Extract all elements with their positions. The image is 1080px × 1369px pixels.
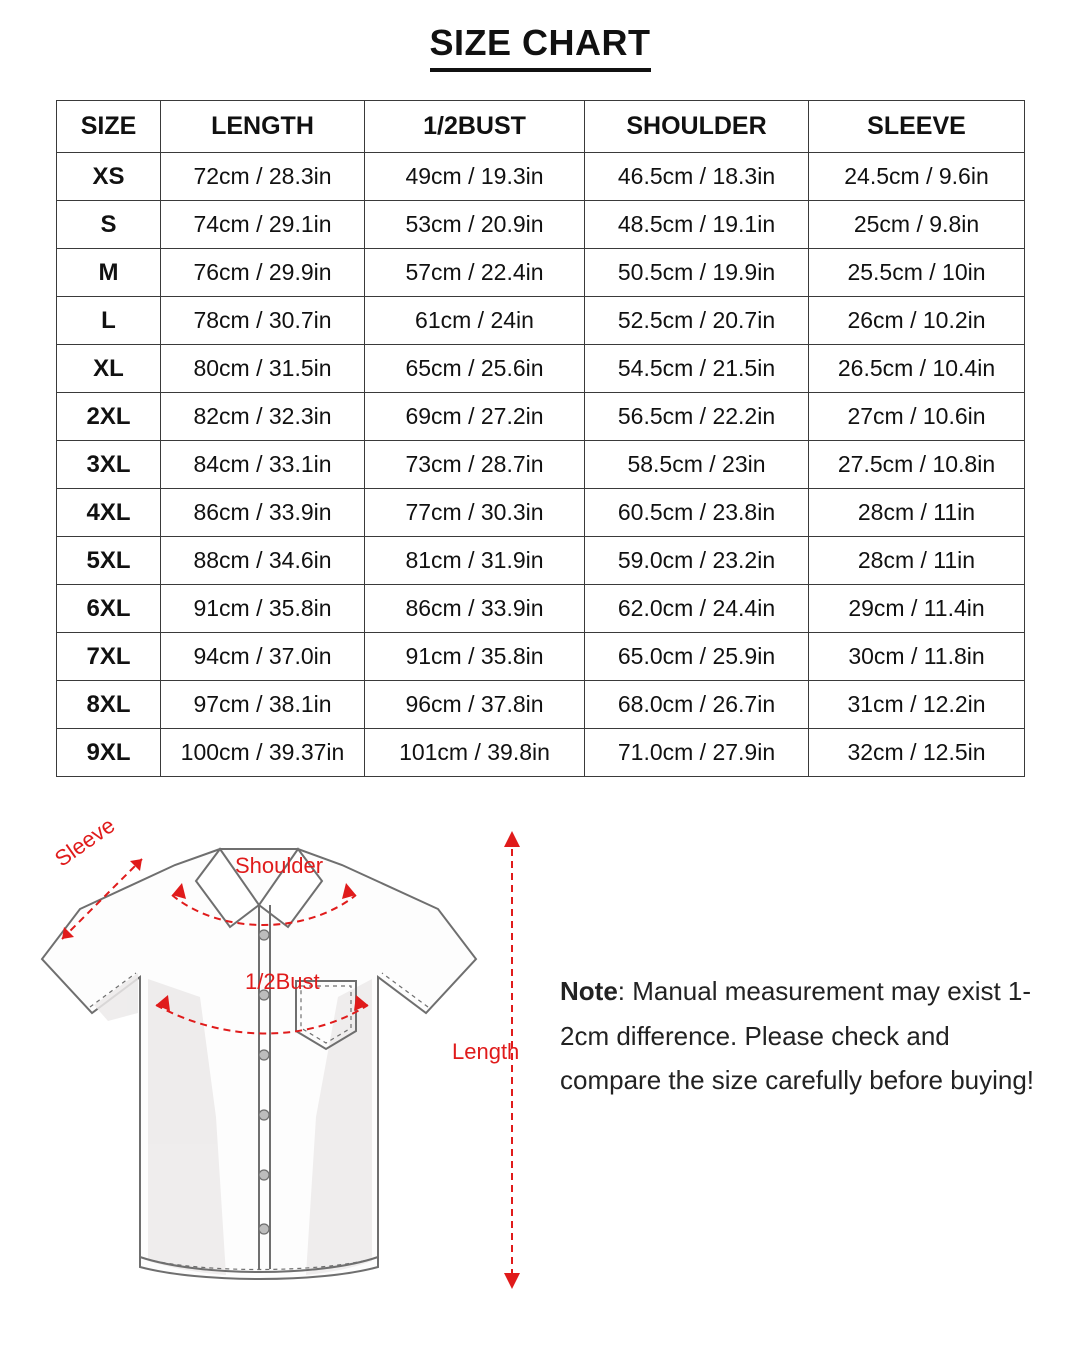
cell-measure: 28cm / 11in: [809, 537, 1025, 585]
cell-measure: 72cm / 28.3in: [161, 153, 365, 201]
column-header-bust: 1/2BUST: [365, 101, 585, 153]
size-table: [56, 100, 1025, 777]
cell-measure: 96cm / 37.8in: [365, 681, 585, 729]
cell-measure: 52.5cm / 20.7in: [585, 297, 809, 345]
size-table-container: [56, 100, 1024, 777]
cell-size: 7XL: [57, 633, 161, 681]
cell-measure: 24.5cm / 9.6in: [809, 153, 1025, 201]
column-header-sleeve: SLEEVE: [809, 101, 1025, 153]
cell-size: 4XL: [57, 489, 161, 537]
note-prefix: Note: [560, 976, 618, 1006]
cell-measure: 62.0cm / 24.4in: [585, 585, 809, 633]
cell-measure: 94cm / 37.0in: [161, 633, 365, 681]
note-text: : Manual measurement may exist 1-2cm difference. Please check and compare the size carefully before buying!: [560, 976, 1035, 1096]
cell-measure: 91cm / 35.8in: [365, 633, 585, 681]
table-row: [57, 153, 1025, 201]
table-row: [57, 681, 1025, 729]
table-header-row: [57, 101, 1025, 153]
table-row: [57, 201, 1025, 249]
cell-size: XL: [57, 345, 161, 393]
table-row: [57, 489, 1025, 537]
cell-measure: 28cm / 11in: [809, 489, 1025, 537]
cell-measure: 26cm / 10.2in: [809, 297, 1025, 345]
table-row: [57, 585, 1025, 633]
measurement-note: [560, 969, 1058, 1103]
cell-size: S: [57, 201, 161, 249]
diagram-and-note-section: [0, 812, 1080, 1337]
table-row: [57, 729, 1025, 777]
cell-size: 9XL: [57, 729, 161, 777]
cell-measure: 61cm / 24in: [365, 297, 585, 345]
cell-measure: 58.5cm / 23in: [585, 441, 809, 489]
cell-size: XS: [57, 153, 161, 201]
cell-measure: 73cm / 28.7in: [365, 441, 585, 489]
label-length: Length: [452, 1039, 520, 1064]
cell-measure: 69cm / 27.2in: [365, 393, 585, 441]
label-sleeve: Sleeve: [50, 812, 120, 872]
cell-measure: 86cm / 33.9in: [161, 489, 365, 537]
table-row: [57, 345, 1025, 393]
table-row: [57, 249, 1025, 297]
column-header-size: SIZE: [57, 101, 161, 153]
cell-measure: 101cm / 39.8in: [365, 729, 585, 777]
cell-measure: 48.5cm / 19.1in: [585, 201, 809, 249]
cell-measure: 71.0cm / 27.9in: [585, 729, 809, 777]
cell-measure: 60.5cm / 23.8in: [585, 489, 809, 537]
cell-measure: 88cm / 34.6in: [161, 537, 365, 585]
cell-measure: 30cm / 11.8in: [809, 633, 1025, 681]
cell-measure: 91cm / 35.8in: [161, 585, 365, 633]
table-header: [57, 101, 1025, 153]
cell-size: M: [57, 249, 161, 297]
cell-measure: 100cm / 39.37in: [161, 729, 365, 777]
cell-measure: 27cm / 10.6in: [809, 393, 1025, 441]
shirt-measurement-diagram: [20, 812, 580, 1337]
cell-measure: 53cm / 20.9in: [365, 201, 585, 249]
cell-measure: 97cm / 38.1in: [161, 681, 365, 729]
table-row: [57, 297, 1025, 345]
table-body: [57, 153, 1025, 777]
cell-measure: 86cm / 33.9in: [365, 585, 585, 633]
cell-measure: 26.5cm / 10.4in: [809, 345, 1025, 393]
cell-measure: 77cm / 30.3in: [365, 489, 585, 537]
cell-measure: 57cm / 22.4in: [365, 249, 585, 297]
cell-measure: 27.5cm / 10.8in: [809, 441, 1025, 489]
cell-measure: 25cm / 9.8in: [809, 201, 1025, 249]
page-title: SIZE CHART: [430, 22, 651, 72]
cell-size: 5XL: [57, 537, 161, 585]
cell-measure: 29cm / 11.4in: [809, 585, 1025, 633]
table-row: [57, 537, 1025, 585]
cell-measure: 54.5cm / 21.5in: [585, 345, 809, 393]
cell-size: L: [57, 297, 161, 345]
label-shoulder: Shoulder: [235, 853, 324, 878]
cell-measure: 81cm / 31.9in: [365, 537, 585, 585]
column-header-length: LENGTH: [161, 101, 365, 153]
cell-measure: 25.5cm / 10in: [809, 249, 1025, 297]
cell-measure: 49cm / 19.3in: [365, 153, 585, 201]
cell-measure: 32cm / 12.5in: [809, 729, 1025, 777]
cell-measure: 78cm / 30.7in: [161, 297, 365, 345]
cell-size: 2XL: [57, 393, 161, 441]
cell-size: 8XL: [57, 681, 161, 729]
cell-measure: 76cm / 29.9in: [161, 249, 365, 297]
cell-measure: 31cm / 12.2in: [809, 681, 1025, 729]
cell-size: 3XL: [57, 441, 161, 489]
title-container: [0, 0, 1080, 72]
cell-measure: 80cm / 31.5in: [161, 345, 365, 393]
label-bust: 1/2Bust: [245, 969, 320, 994]
table-row: [57, 393, 1025, 441]
cell-measure: 74cm / 29.1in: [161, 201, 365, 249]
cell-measure: 50.5cm / 19.9in: [585, 249, 809, 297]
cell-measure: 68.0cm / 26.7in: [585, 681, 809, 729]
shirt-svg: [20, 817, 580, 1337]
cell-measure: 84cm / 33.1in: [161, 441, 365, 489]
cell-measure: 82cm / 32.3in: [161, 393, 365, 441]
column-header-shoulder: SHOULDER: [585, 101, 809, 153]
table-row: [57, 441, 1025, 489]
table-row: [57, 633, 1025, 681]
cell-measure: 59.0cm / 23.2in: [585, 537, 809, 585]
cell-measure: 65cm / 25.6in: [365, 345, 585, 393]
cell-measure: 65.0cm / 25.9in: [585, 633, 809, 681]
cell-measure: 56.5cm / 22.2in: [585, 393, 809, 441]
cell-size: 6XL: [57, 585, 161, 633]
cell-measure: 46.5cm / 18.3in: [585, 153, 809, 201]
